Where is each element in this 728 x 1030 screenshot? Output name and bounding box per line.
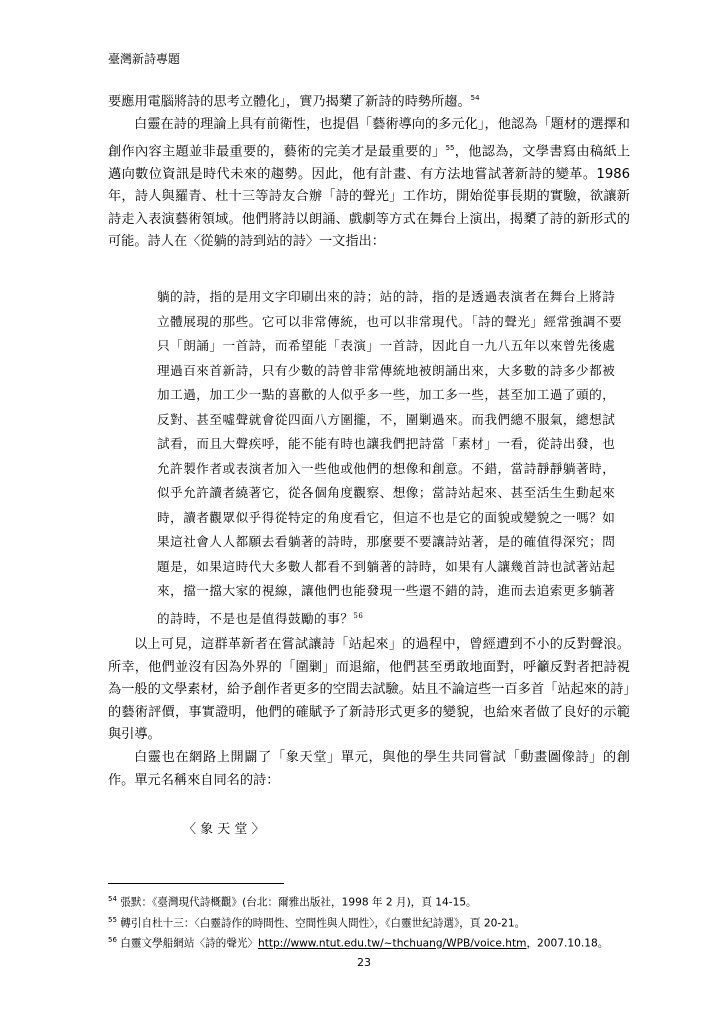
- footnotes: [108, 891, 638, 953]
- footnote-divider: [108, 883, 284, 884]
- paragraph-1: [108, 87, 630, 254]
- footnote-55: [108, 912, 638, 933]
- footnote-54: [108, 891, 638, 912]
- footnote-ref-55[interactable]: 55: [445, 143, 455, 152]
- para1-body: [108, 114, 630, 254]
- footnote-number: 55: [108, 915, 117, 924]
- running-header: 臺灣新詩專題: [108, 52, 181, 66]
- para1-intro: 要應用電腦將詩的思考立體化」，實乃揭櫫了新詩的時勢所趨。: [108, 94, 471, 110]
- footnote-text-end: ，2007.10.18。: [526, 937, 609, 950]
- footnote-number: 54: [108, 895, 117, 903]
- paragraph-2: [108, 634, 630, 792]
- page-number: 23: [357, 956, 371, 969]
- footnote-text: 張默：《臺灣現代詩概觀》(台北：爾雅出版社，1998 年 2 月)，頁 14-15。: [120, 896, 477, 909]
- para2-s2: 白靈也在網路上開闢了「象天堂」單元，與他的學生共同嘗試「動畫圖像詩」的創作。單元名稱來自同名的詩：: [108, 749, 630, 788]
- footnote-text: 白靈文學船網站〈詩的聲光〉: [120, 937, 259, 950]
- footnote-number: 56: [108, 936, 117, 945]
- footnote-ref-54[interactable]: 54: [470, 94, 480, 102]
- block-quote: [157, 285, 627, 631]
- footnote-56: [108, 932, 638, 953]
- website-link[interactable]: http://www.ntut.edu.tw/~thchuang/WPB/voice.htm: [258, 937, 527, 950]
- footnote-ref-56[interactable]: 56: [353, 611, 364, 620]
- footnote-text: 轉引自杜十三：〈白靈詩作的時間性、空間性與人間性〉，《白靈世紀詩選》，頁 20-21。: [120, 917, 526, 930]
- para1-s3: ，他認為，文學書寫由稿紙上邁向數位資訊是時代未來的趨勢。因此，他有計畫、有方法地嘗試著新詩的變革。1986 年，詩人與羅青、杜十三等詩友合辦「詩的聲光」工作坊，開始從事長期的實驗，欲讓新詩走入表演藝術領域。他們將詩以朗誦、戲劇等方式在舞台上演出，揭櫫了詩的新形式的可能。詩人在〈從躺的詩到站的詩〉一文指出：: [108, 143, 631, 250]
- poem-title: 〈 象 天 堂 〉: [183, 822, 265, 837]
- para2-s1: 以上可見，這群革新者在嘗試讓詩「站起來」的過程中，曾經遭到不小的反對聲浪。所幸，他們並沒有因為外界的「圍剿」而退縮，他們甚至勇敢地面對，呼籲反對者把詩視為一般的文學素材，給予創作者更多的空間去試驗。姑且不論這些一百多首「站起來的詩」的藝術評價，事實證明，他們的確賦予了新詩形式更多的變貌，也給來者做了良好的示範與引導。: [108, 637, 630, 743]
- para1-s2: 白靈在詩的理論上具有前衛性，也提倡「藝術導向的多元化」，他認為「題材的選擇和創作內容主題並非最重要的，藝術的完美才是最重要的」: [108, 116, 630, 159]
- quote-text: 躺的詩，指的是用文字印刷出來的詩；站的詩，指的是透過表演者在舞台上將詩立體展現的那些。它可以非常傳統，也可以非常現代。「詩的聲光」經常強調不要只「朗誦」一首詩，而希望能「表演」一首詩，因此自一九八五年以來曾先後處理過百來首新詩，只有少數的詩曾非常傳統地被朗誦出來，大多數的詩多少都被加工過，加工少一點的喜歡的人似乎多一些，加工多一些，甚至加工過了頭的，反對、甚至噓聲就會從四面八方圍攏，不，圍剿過來。而我們總不服氣，總想試試看，而且大聲疾呼，能不能有時也讓我們把詩當「素材」一看，從詩出發，也允許製作者或表演者加入一些他或他們的想像和創意。不錯，當詩靜靜躺著時，似乎允許讀者繞著它，從各個角度觀察、想像；當詩站起來、甚至活生生動起來時，讀者觀眾似乎得從特定的角度看它，但這不也是它的面貌或變貌之一嗎？如果這社會人人都願去看躺著的詩時，那麼要不要讓詩站著，是的確值得深究；問題是，如果這時代大多數人都看不到躺著的詩時，如果有人讓幾首詩也試著站起來，擋一擋大家的視線，讓他們也能發現一些還不錯的詩，進而去追索更多躺著的詩時，不是也是值得鼓勵的事？: [157, 289, 623, 626]
